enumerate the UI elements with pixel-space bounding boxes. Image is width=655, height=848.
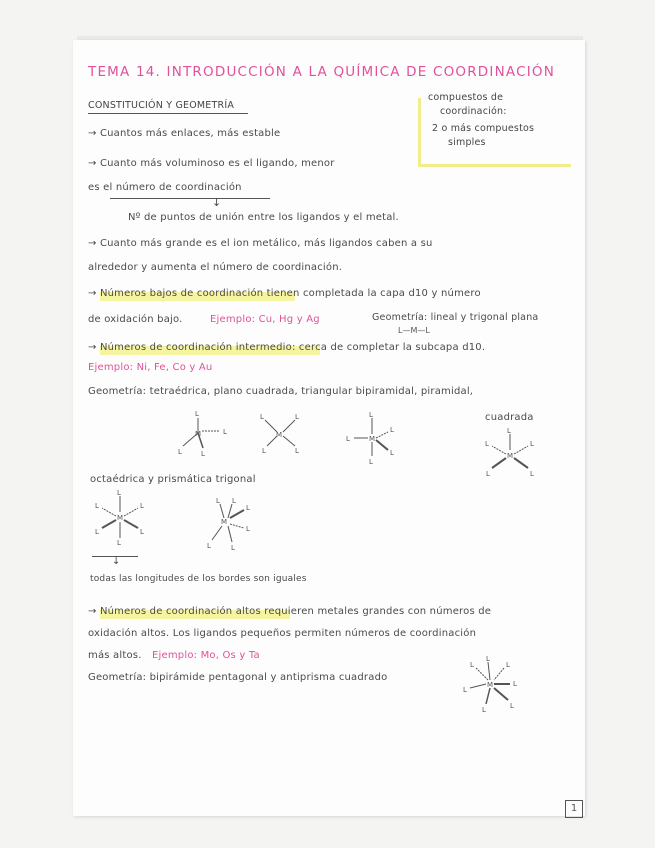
note-metal-size-2: alrededor y aumenta el número de coordinación. — [88, 262, 343, 273]
note-ligand-volume-2: es el número de coordinación — [88, 182, 242, 193]
trigonal-bipyramidal-sketch — [342, 410, 402, 467]
svg-text:L: L — [390, 449, 394, 457]
note-high-coordination-1: → Números de coordinación altos requieren metales grandes con números de — [88, 606, 492, 617]
down-arrow-icon-2: ↓ — [112, 556, 121, 567]
note-low-coordination-2: de oxidación bajo. — [88, 314, 183, 325]
box-line-3: 2 o más compuestos — [432, 123, 535, 134]
svg-text:L: L — [470, 661, 474, 669]
octahedral-sketch — [92, 490, 152, 547]
svg-text:M: M — [195, 430, 202, 438]
svg-text:L: L — [232, 497, 236, 505]
note-metal-size-1: → Cuanto más grande es el ion metálico, más ligandos caben a su — [88, 238, 433, 249]
svg-text:L: L — [140, 528, 144, 536]
svg-text:L: L — [485, 440, 489, 448]
note-definition: Nº de puntos de unión entre los ligandos y el metal. — [128, 212, 399, 223]
svg-text:L: L — [513, 680, 517, 688]
svg-text:L: L — [117, 539, 121, 545]
svg-text:M: M — [221, 518, 228, 526]
svg-text:M: M — [507, 452, 514, 460]
svg-text:L: L — [262, 447, 266, 455]
svg-text:L: L — [140, 502, 144, 510]
geometry-octahedral: octaédrica y prismática trigonal — [90, 474, 256, 485]
svg-text:L: L — [201, 450, 205, 458]
svg-text:M: M — [276, 431, 283, 439]
svg-text:L: L — [390, 426, 394, 434]
example-intermediate: Ejemplo: Ni, Fe, Co y Au — [88, 362, 213, 373]
page-title: TEMA 14. INTRODUCCIÓN A LA QUÍMICA DE COORDINACIÓN — [88, 64, 556, 80]
svg-text:L: L — [216, 497, 220, 505]
section-underline — [88, 113, 248, 114]
svg-text:L: L — [260, 413, 264, 421]
note-edges-equal: todas las longitudes de los bordes son iguales — [90, 574, 307, 584]
geometry-intermediate: Geometría: tetraédrica, plano cuadrada, triangular bipiramidal, piramidal, — [88, 386, 474, 397]
note-intermediate-1: → Números de coordinación intermedio: cerca de completar la subcapa d10. — [88, 342, 486, 353]
note-ligand-volume-1: → Cuanto más voluminoso es el ligando, menor — [88, 158, 335, 169]
square-pyramidal-sketch — [482, 428, 542, 480]
geometry-high: Geometría: bipirámide pentagonal y antiprisma cuadrado — [88, 672, 388, 683]
note-high-coordination-3: más altos. — [88, 650, 142, 661]
svg-text:L: L — [346, 435, 350, 443]
trigonal-prismatic-sketch — [198, 494, 258, 556]
svg-text:M: M — [117, 514, 124, 522]
box-line-1: compuestos de — [428, 92, 504, 103]
svg-text:L: L — [95, 502, 99, 510]
svg-text:L: L — [223, 428, 227, 436]
svg-text:L: L — [178, 448, 182, 456]
down-arrow-icon: ↓ — [212, 196, 222, 209]
section-heading: CONSTITUCIÓN Y GEOMETRÍA — [88, 100, 235, 111]
note-stability: → Cuantos más enlaces, más estable — [88, 128, 281, 139]
geometry-low: Geometría: lineal y trigonal plana — [372, 312, 539, 323]
pentagonal-bipyramidal-sketch — [460, 654, 530, 716]
example-high: Ejemplo: Mo, Os y Ta — [152, 650, 260, 661]
example-low: Ejemplo: Cu, Hg y Ag — [210, 314, 320, 325]
svg-text:L: L — [506, 661, 510, 669]
linear-formula: L—M—L — [398, 326, 430, 335]
svg-text:L: L — [530, 470, 534, 478]
geometry-intermediate-cont: cuadrada — [485, 412, 534, 423]
box-line-2: coordinación: — [440, 106, 507, 117]
square-planar-sketch — [255, 410, 315, 457]
svg-text:L: L — [463, 686, 467, 694]
box-line-4: simples — [448, 137, 486, 148]
svg-text:L: L — [486, 655, 490, 663]
note-low-coordination-1: → Números bajos de coordinación tienen completada la capa d10 y número — [88, 288, 481, 299]
svg-text:L: L — [207, 542, 211, 550]
svg-text:M: M — [487, 681, 494, 689]
svg-text:L: L — [195, 410, 199, 418]
note-high-coordination-2: oxidación altos. Los ligandos pequeños permiten números de coordinación — [88, 628, 477, 639]
svg-text:L: L — [486, 470, 490, 478]
svg-text:L: L — [246, 525, 250, 533]
svg-text:L: L — [95, 528, 99, 536]
svg-text:L: L — [117, 490, 121, 497]
svg-text:L: L — [530, 440, 534, 448]
svg-text:L: L — [295, 447, 299, 455]
svg-text:L: L — [507, 428, 511, 435]
coordination-number-underline — [110, 198, 270, 199]
svg-text:L: L — [482, 706, 486, 714]
svg-text:L: L — [295, 413, 299, 421]
svg-text:M: M — [369, 435, 376, 443]
svg-text:L: L — [510, 702, 514, 710]
svg-text:L: L — [246, 504, 250, 512]
tetrahedral-sketch — [168, 408, 248, 460]
svg-text:L: L — [369, 411, 373, 419]
svg-text:L: L — [369, 458, 373, 465]
page-number: 1 — [565, 800, 583, 818]
svg-text:L: L — [231, 544, 235, 552]
